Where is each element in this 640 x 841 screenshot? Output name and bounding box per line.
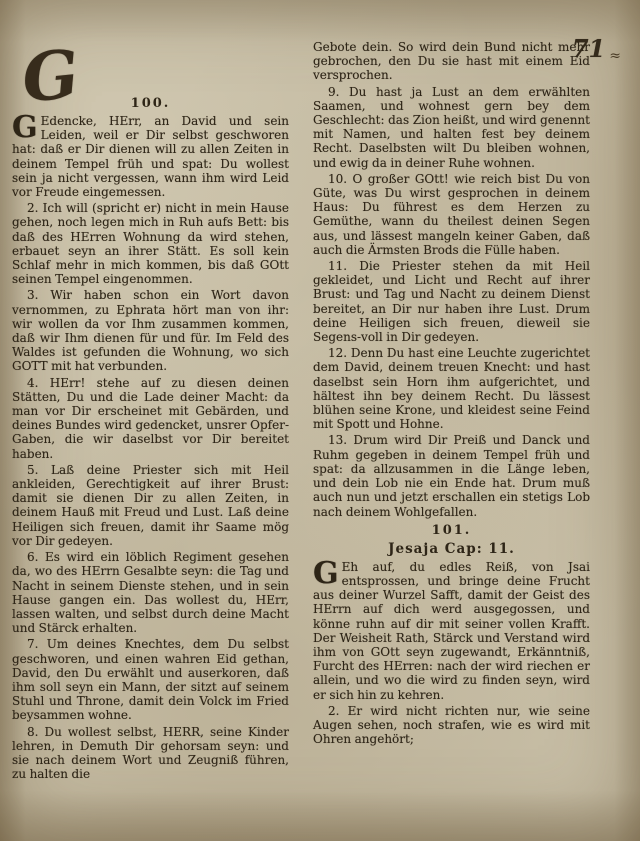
page-number: 71 — [571, 34, 606, 63]
dropcap-g: G — [313, 555, 339, 591]
text-columns — [12, 34, 626, 819]
right-column — [313, 40, 626, 819]
verse-paragraph: 5. Laß deine Priester sich mit Heil ankleiden, Gerechtigkeit auf ihrer Brust: damit sie dienen Dir zu allen Zeiten, in deinem Hauß mit Freud und Lust. Laß deine Heiligen sich freuen, damit ihr Saame mög vor Dir gedeyen. — [12, 462, 289, 548]
verse-paragraph — [313, 555, 590, 702]
verse-paragraph: 12. Denn Du hast eine Leuchte zugerichtet dem David, deinem treuen Knecht: und hast daselbst sein Horn ihm aufgerichtet, und hältest ihn bey deinem Recht. Du lässest blühen seine Krone, und kleidest seine Feind mit Spott und Hohne. — [313, 346, 590, 432]
verse-paragraph: 8. Du wollest selbst, HERR, seine Kinder lehren, in Demuth Dir gehorsam seyn: und sie nach deinem Wort und Zeugniß führen, zu halten die — [12, 724, 289, 782]
verse-paragraph: 4. HErr! stehe auf zu diesen deinen Stätten, Du und die Lade deiner Macht: da man vor Dir erscheinet mit Gebärden, und deines Bundes wird gedencket, unsrer Opfer-Gaben, die wir daselbst vor Dir bereitet haben. — [12, 375, 289, 461]
verse-paragraph: 2. Ich will (spricht er) nicht in mein Hause gehen, noch legen mich in Ruh aufs Bett: bis daß des HErren Wohnung da wird stehen, erbauet seyn an ihrer Stätt. Es soll kein Schlaf mehr in mich kommen, bis daß GOtt seinen Tempel eingenommen. — [12, 201, 289, 287]
verse-paragraph: 10. O großer GOtt! wie reich bist Du von Güte, was Du wirst gesprochen in deinem Haus: Du führest es dem Herzen zu Gemüthe, wann du theilest deinen Segen aus, und lässest mangeln keiner Gaben, daß auch die Ärmsten Brods die Fülle haben. — [313, 171, 590, 257]
verse-paragraph — [12, 110, 289, 200]
psalm-heading-101: 101. — [431, 522, 472, 538]
verse-paragraph: 7. Um deines Knechtes, dem Du selbst geschworen, und einen wahren Eid gethan, David, den Du erwählt und auserkoren, daß ihm soll seyn ein Mann, der sitzt auf seinem Stuhl und Throne, damit dein Volck im Fried beysammen wohne. — [12, 637, 289, 723]
page-flourish-icon: ≈ — [609, 48, 620, 64]
verse-paragraph: 3. Wir haben schon ein Wort davon vernommen, zu Ephrata hört man von ihr: wir wollen da vor Ihm zusammen kommen, daß wir Ihm dienen für und für. Im Feld des Waldes ist gefunden die Wohnung, wo sich GOTT mit hat verbunden. — [12, 288, 289, 374]
verse-paragraph: 13. Drum wird Dir Preiß und Danck und Ruhm gegeben in deinem Tempel früh und spat: da allzusammen in die Länge leben, und dein Lob nie ein Ende hat. Drum muß auch nun und jetzt erschallen ein stetigs Lob nach deinem Wohlgefallen. — [313, 433, 590, 519]
verse-continuation: Gebote dein. So wird dein Bund nicht mehr gebrochen, den Du sie hast mit einem Eid versprochen. — [313, 40, 590, 83]
psalm-heading-100: 100. — [130, 96, 171, 111]
verse-text: Edencke, HErr, an David und sein Leiden, weil er Dir selbst geschworen hat: daß er Dir dienen will zu allen Zeiten in deinem Tempel früh und spat: Du wollest sein ja nicht vergessen, wann ihm wird Leid vor Freude eingemessen. — [12, 114, 289, 200]
verse-paragraph: 2. Er wird nicht richten nur, wie seine Augen sehen, noch strafen, wie es wird mit Ohren angehört; — [313, 703, 590, 747]
left-column — [12, 34, 289, 819]
verse-paragraph: 6. Es wird ein löblich Regiment gesehen da, wo des HErrn Gesalbte seyn: die Tag und Nacht in seinem Dienste stehen, und in sein Hause gangen ein. Das wollest du, HErr, lassen walten, und selbst durch deine Macht und Stärck erhalten. — [12, 550, 289, 636]
verse-paragraph: 9. Du hast ja Lust an dem erwählten Saamen, und wohnest gern bey dem Geschlecht: das Zion heißt, und wird genennt mit Namen, und halten fest bey deinem Recht. Daselbsten wilt Du bleiben wohnen, und ewig da in deiner Ruhe wohnen. — [313, 84, 590, 170]
dropcap-g: G — [12, 110, 38, 145]
verse-paragraph: 11. Die Priester stehen da mit Heil gekleidet, und Licht und Recht auf ihrer Brust: und Tag und Nacht zu deinem Dienst bereitet, an Dir nur haben ihre Lust. Drum deine Heiligen sich freuen, dieweil sie Segens-voll in Dir gedeyen. — [313, 259, 590, 345]
ornamental-initial-g: G — [18, 34, 83, 118]
chapter-heading: Jesaja Cap: 11. — [388, 540, 515, 557]
verse-text: Eh auf, du edles Reiß, von Jsai entsprossen, und bringe deine Frucht aus deiner Wurzel Safft, damit der Geist des HErrn auf dich werd ausgegossen, und könne ruhn auf dir mit seiner vollen Krafft. Der Weisheit Rath, Stärck und Verstand wird ihm von GOtt seyn zugewandt, Erkänntniß, Furcht des HErren: nach der wird riechen er allein, und wo die wird zu finden seyn, wird er sich hin zu kehren. — [313, 559, 590, 702]
